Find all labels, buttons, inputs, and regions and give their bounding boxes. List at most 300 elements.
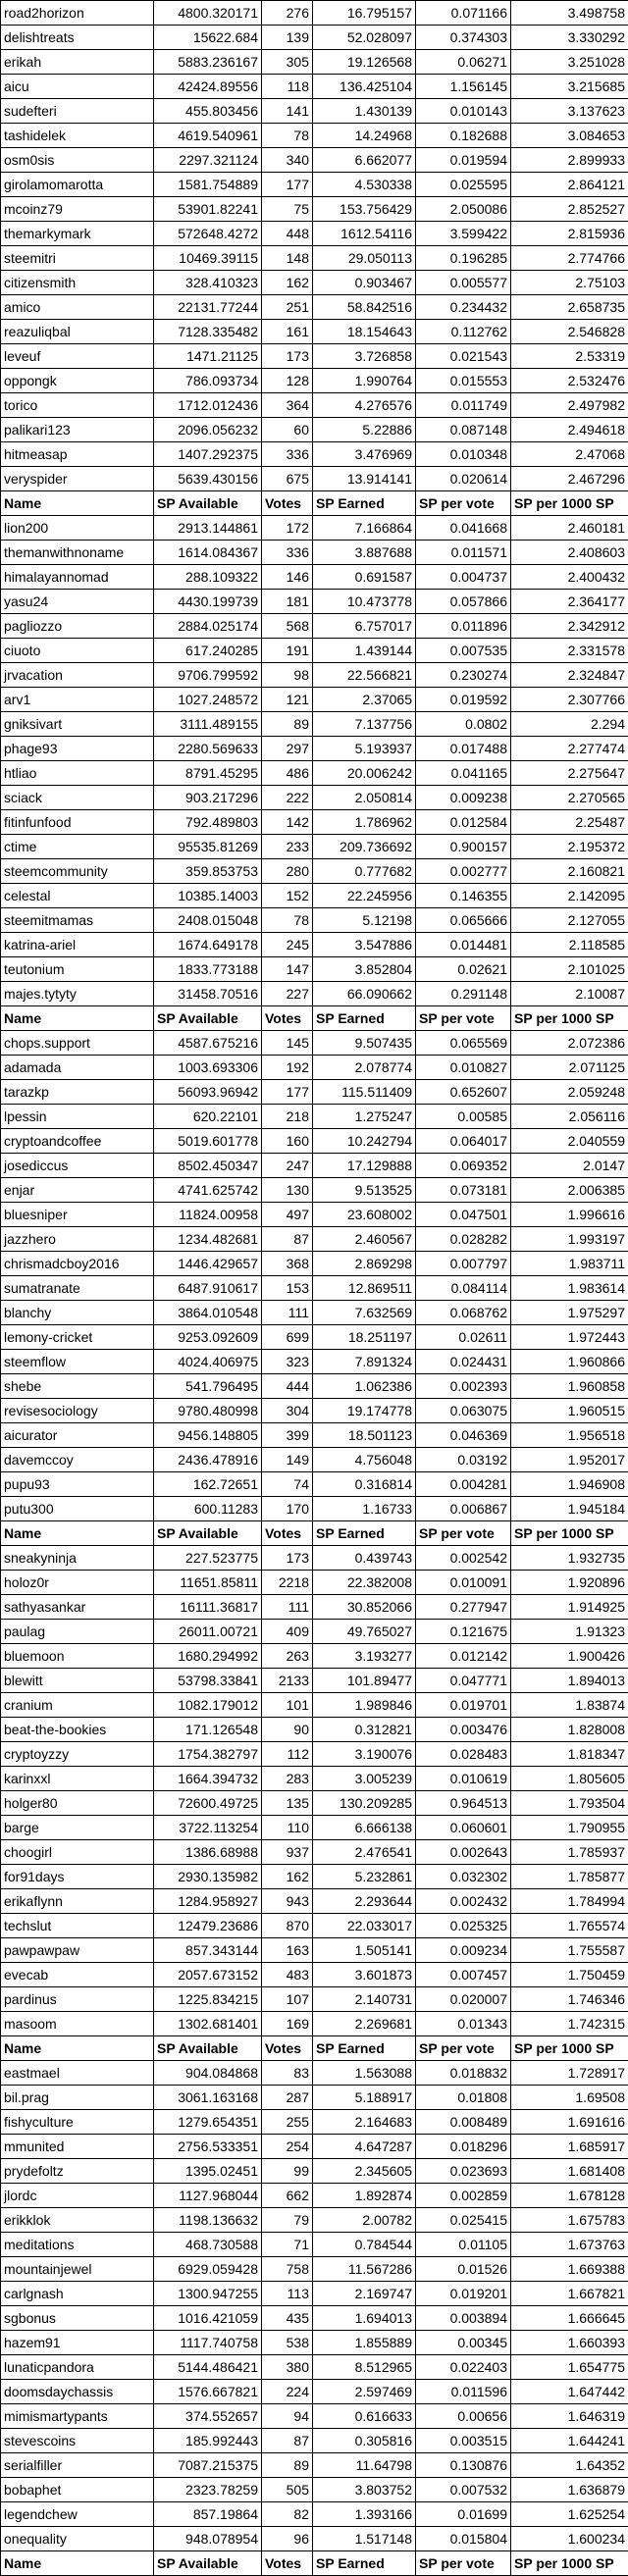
- value-cell: 1.636879: [511, 2478, 628, 2502]
- column-header: Votes: [262, 2036, 313, 2061]
- value-cell: 0.291148: [416, 982, 511, 1006]
- name-cell: themanwithnoname: [1, 541, 154, 565]
- name-cell: holger80: [1, 1791, 154, 1816]
- value-cell: 222: [262, 786, 313, 810]
- value-cell: 75: [262, 197, 313, 222]
- value-cell: 2096.056232: [154, 418, 262, 442]
- value-cell: 181: [262, 590, 313, 614]
- value-cell: 1.993197: [511, 1227, 628, 1252]
- value-cell: 0.010091: [416, 1571, 511, 1595]
- name-cell: pawpawpaw: [1, 1938, 154, 1963]
- name-cell: doomsdaychassis: [1, 2380, 154, 2404]
- value-cell: 0.071166: [416, 1, 511, 26]
- value-cell: 1.660393: [511, 2331, 628, 2355]
- name-cell: paulag: [1, 1620, 154, 1644]
- value-cell: 82: [262, 2502, 313, 2527]
- table-row: [1, 1840, 628, 1865]
- value-cell: 0.900157: [416, 835, 511, 859]
- value-cell: 78: [262, 908, 313, 933]
- value-cell: 0.014481: [416, 933, 511, 957]
- value-cell: 0.009238: [416, 786, 511, 810]
- table-row: [1, 124, 628, 148]
- value-cell: 0.691587: [313, 565, 416, 590]
- value-cell: 17.129888: [313, 1154, 416, 1178]
- value-cell: 5.232861: [313, 1865, 416, 1889]
- value-cell: 22.566821: [313, 663, 416, 688]
- value-cell: 1.785877: [511, 1865, 628, 1889]
- value-cell: 2884.025174: [154, 614, 262, 639]
- value-cell: 2.75103: [511, 271, 628, 295]
- column-header: SP Earned: [313, 2036, 416, 2061]
- name-cell: evecab: [1, 1963, 154, 1987]
- value-cell: 112: [262, 1742, 313, 1767]
- value-cell: 283: [262, 1767, 313, 1791]
- value-cell: 297: [262, 737, 313, 761]
- value-cell: 1712.012436: [154, 393, 262, 418]
- value-cell: 1016.421059: [154, 2306, 262, 2331]
- value-cell: 173: [262, 344, 313, 369]
- value-cell: 58.842516: [313, 295, 416, 320]
- value-cell: 1.932735: [511, 1546, 628, 1571]
- value-cell: 0.784544: [313, 2233, 416, 2257]
- value-cell: 0.305816: [313, 2429, 416, 2453]
- value-cell: 136.425104: [313, 75, 416, 99]
- value-cell: 2.460567: [313, 1227, 416, 1252]
- value-cell: 1.647442: [511, 2380, 628, 2404]
- value-cell: 2.142095: [511, 884, 628, 908]
- value-cell: 9.507435: [313, 1031, 416, 1056]
- value-cell: 15622.684: [154, 26, 262, 50]
- table-row: [1, 1767, 628, 1791]
- name-cell: ctime: [1, 835, 154, 859]
- name-cell: bil.prag: [1, 2086, 154, 2110]
- table-row: [1, 2159, 628, 2184]
- value-cell: 6487.910617: [154, 1276, 262, 1301]
- table-row: [1, 982, 628, 1006]
- table-row: [1, 2135, 628, 2159]
- value-cell: 2.400432: [511, 565, 628, 590]
- value-cell: 2133: [262, 1669, 313, 1693]
- name-cell: jlordc: [1, 2184, 154, 2208]
- value-cell: 3.476969: [313, 442, 416, 467]
- value-cell: 142: [262, 810, 313, 835]
- value-cell: 0.073181: [416, 1178, 511, 1203]
- value-cell: 662: [262, 2184, 313, 2208]
- value-cell: 1.990764: [313, 369, 416, 393]
- value-cell: 153: [262, 1276, 313, 1301]
- name-cell: pardinus: [1, 1987, 154, 2012]
- value-cell: 3.601873: [313, 1963, 416, 1987]
- value-cell: 0.018296: [416, 2135, 511, 2159]
- value-cell: 1.956518: [511, 1423, 628, 1448]
- name-cell: celestal: [1, 884, 154, 908]
- name-cell: putu300: [1, 1497, 154, 1521]
- value-cell: 3722.113254: [154, 1816, 262, 1840]
- value-cell: 78: [262, 124, 313, 148]
- value-cell: 0.015804: [416, 2527, 511, 2551]
- name-cell: mimismartypants: [1, 2404, 154, 2429]
- value-cell: 1.945184: [511, 1497, 628, 1521]
- column-header: Votes: [262, 1006, 313, 1031]
- value-cell: 218: [262, 1105, 313, 1129]
- value-cell: 1.646319: [511, 2404, 628, 2429]
- column-header: SP per vote: [416, 1006, 511, 1031]
- value-cell: 16.795157: [313, 1, 416, 26]
- column-header: SP Earned: [313, 1521, 416, 1546]
- value-cell: 2.072386: [511, 1031, 628, 1056]
- table-row: [1, 590, 628, 614]
- name-cell: barge: [1, 1816, 154, 1840]
- value-cell: 1.828008: [511, 1718, 628, 1742]
- value-cell: 0.00585: [416, 1105, 511, 1129]
- value-cell: 1.742315: [511, 2012, 628, 2036]
- value-cell: 72600.49725: [154, 1791, 262, 1816]
- value-cell: 160: [262, 1129, 313, 1154]
- name-cell: stevescoins: [1, 2429, 154, 2453]
- value-cell: 1.765574: [511, 1914, 628, 1938]
- table-row: [1, 2282, 628, 2306]
- table-row: [1, 1472, 628, 1497]
- value-cell: 1.755587: [511, 1938, 628, 1963]
- value-cell: 1581.754889: [154, 173, 262, 197]
- value-cell: 600.11283: [154, 1497, 262, 1521]
- name-cell: enjar: [1, 1178, 154, 1203]
- table-row: [1, 1497, 628, 1521]
- value-cell: 1234.482681: [154, 1227, 262, 1252]
- table-row: [1, 1742, 628, 1767]
- value-cell: 1.694013: [313, 2306, 416, 2331]
- table-row: [1, 1, 628, 26]
- value-cell: 3.498758: [511, 1, 628, 26]
- value-cell: 53901.82241: [154, 197, 262, 222]
- value-cell: 0.01699: [416, 2502, 511, 2527]
- name-cell: karinxxl: [1, 1767, 154, 1791]
- value-cell: 0.230274: [416, 663, 511, 688]
- table-row: [1, 1350, 628, 1374]
- value-cell: 172: [262, 516, 313, 541]
- value-cell: 11651.85811: [154, 1571, 262, 1595]
- table-row: [1, 1669, 628, 1693]
- value-cell: 1.16733: [313, 1497, 416, 1521]
- value-cell: 162: [262, 271, 313, 295]
- value-cell: 7.166864: [313, 516, 416, 541]
- value-cell: 251: [262, 295, 313, 320]
- table-row: [1, 1987, 628, 2012]
- column-header: Name: [1, 491, 154, 516]
- table-row: [1, 2355, 628, 2380]
- value-cell: 4024.406975: [154, 1350, 262, 1374]
- value-cell: 2.169747: [313, 2282, 416, 2306]
- name-cell: gniksivart: [1, 712, 154, 737]
- name-cell: sudefteri: [1, 99, 154, 124]
- value-cell: 1.952017: [511, 1448, 628, 1472]
- value-cell: 107: [262, 1987, 313, 2012]
- name-cell: carlgnash: [1, 2282, 154, 2306]
- value-cell: 6.662077: [313, 148, 416, 173]
- value-cell: 2.127055: [511, 908, 628, 933]
- value-cell: 1.681408: [511, 2159, 628, 2184]
- value-cell: 0.012142: [416, 1644, 511, 1669]
- value-cell: 4.647287: [313, 2135, 416, 2159]
- value-cell: 617.240285: [154, 639, 262, 663]
- table-row: [1, 2527, 628, 2551]
- value-cell: 94: [262, 2404, 313, 2429]
- table-row: [1, 1914, 628, 1938]
- value-cell: 0.046369: [416, 1423, 511, 1448]
- value-cell: 245: [262, 933, 313, 957]
- table-row: [1, 1816, 628, 1840]
- value-cell: 0.02611: [416, 1325, 511, 1350]
- value-cell: 937: [262, 1840, 313, 1865]
- footer-header-row: [1, 2551, 628, 2576]
- value-cell: 1.784994: [511, 1889, 628, 1914]
- value-cell: 758: [262, 2257, 313, 2282]
- value-cell: 0.065569: [416, 1031, 511, 1056]
- table-row: [1, 663, 628, 688]
- table-row: [1, 1399, 628, 1423]
- value-cell: 4800.320171: [154, 1, 262, 26]
- name-cell: delishtreats: [1, 26, 154, 50]
- table-row: [1, 99, 628, 124]
- name-cell: teutonium: [1, 957, 154, 982]
- column-header: SP Available: [154, 2036, 262, 2061]
- value-cell: 7.632569: [313, 1301, 416, 1325]
- value-cell: 0.01526: [416, 2257, 511, 2282]
- value-cell: 368: [262, 1252, 313, 1276]
- name-cell: aicurator: [1, 1423, 154, 1448]
- value-cell: 0.007532: [416, 2478, 511, 2502]
- value-cell: 2.331578: [511, 639, 628, 663]
- header-row: [1, 2036, 628, 2061]
- value-cell: 8.512965: [313, 2355, 416, 2380]
- value-cell: 1.996616: [511, 1203, 628, 1227]
- value-cell: 3.852804: [313, 957, 416, 982]
- table-row: [1, 1374, 628, 1399]
- value-cell: 2756.533351: [154, 2135, 262, 2159]
- table-row: [1, 2306, 628, 2331]
- name-cell: sgbonus: [1, 2306, 154, 2331]
- value-cell: 162: [262, 1865, 313, 1889]
- value-cell: 0.018832: [416, 2061, 511, 2086]
- value-cell: 224: [262, 2380, 313, 2404]
- value-cell: 0.015553: [416, 369, 511, 393]
- name-cell: blewitt: [1, 1669, 154, 1693]
- value-cell: 483: [262, 1963, 313, 1987]
- value-cell: 374.552657: [154, 2404, 262, 2429]
- value-cell: 1.64352: [511, 2453, 628, 2478]
- value-cell: 3111.489155: [154, 712, 262, 737]
- table-row: [1, 1644, 628, 1669]
- value-cell: 0.068762: [416, 1301, 511, 1325]
- table-row: [1, 2184, 628, 2208]
- value-cell: 3.887688: [313, 541, 416, 565]
- value-cell: 1.505141: [313, 1938, 416, 1963]
- name-cell: bluesniper: [1, 1203, 154, 1227]
- table-row: [1, 1938, 628, 1963]
- value-cell: 1395.02451: [154, 2159, 262, 2184]
- table-row: [1, 1227, 628, 1252]
- value-cell: 435: [262, 2306, 313, 2331]
- value-cell: 3864.010548: [154, 1301, 262, 1325]
- value-cell: 2.47068: [511, 442, 628, 467]
- value-cell: 1.793504: [511, 1791, 628, 1816]
- value-cell: 1386.68988: [154, 1840, 262, 1865]
- name-cell: palikari123: [1, 418, 154, 442]
- value-cell: 5144.486421: [154, 2355, 262, 2380]
- value-cell: 1.666645: [511, 2306, 628, 2331]
- value-cell: 1.920896: [511, 1571, 628, 1595]
- value-cell: 2.00782: [313, 2208, 416, 2233]
- value-cell: 1.785937: [511, 1840, 628, 1865]
- value-cell: 1.914925: [511, 1595, 628, 1620]
- value-cell: 2.164683: [313, 2110, 416, 2135]
- table-row: [1, 1448, 628, 1472]
- value-cell: 171.126548: [154, 1718, 262, 1742]
- value-cell: 89: [262, 2453, 313, 2478]
- value-cell: 0.616633: [313, 2404, 416, 2429]
- value-cell: 468.730588: [154, 2233, 262, 2257]
- table-row: [1, 1546, 628, 1571]
- table-row: [1, 933, 628, 957]
- value-cell: 177: [262, 173, 313, 197]
- value-cell: 1.600234: [511, 2527, 628, 2551]
- value-cell: 2913.144861: [154, 516, 262, 541]
- value-cell: 170: [262, 1497, 313, 1521]
- value-cell: 2.774766: [511, 246, 628, 271]
- value-cell: 0.002777: [416, 859, 511, 884]
- value-cell: 2218: [262, 1571, 313, 1595]
- value-cell: 0.06271: [416, 50, 511, 75]
- value-cell: 0.022403: [416, 2355, 511, 2380]
- name-cell: htliao: [1, 761, 154, 786]
- value-cell: 18.154643: [313, 320, 416, 344]
- value-cell: 304: [262, 1399, 313, 1423]
- value-cell: 5.188917: [313, 2086, 416, 2110]
- value-cell: 1.430139: [313, 99, 416, 124]
- value-cell: 448: [262, 222, 313, 246]
- value-cell: 2930.135982: [154, 1865, 262, 1889]
- value-cell: 3.330292: [511, 26, 628, 50]
- name-cell: choogirl: [1, 1840, 154, 1865]
- name-cell: techslut: [1, 1914, 154, 1938]
- name-cell: steemflow: [1, 1350, 154, 1374]
- table-row: [1, 393, 628, 418]
- name-cell: pagliozzo: [1, 614, 154, 639]
- value-cell: 699: [262, 1325, 313, 1350]
- table-row: [1, 908, 628, 933]
- value-cell: 2.056116: [511, 1105, 628, 1129]
- name-cell: masoom: [1, 2012, 154, 2036]
- value-cell: 1.654775: [511, 2355, 628, 2380]
- value-cell: 675: [262, 467, 313, 491]
- value-cell: 786.093734: [154, 369, 262, 393]
- value-cell: 0.0802: [416, 712, 511, 737]
- value-cell: 2.040559: [511, 1129, 628, 1154]
- value-cell: 12.869511: [313, 1276, 416, 1301]
- value-cell: 227.523775: [154, 1546, 262, 1571]
- value-cell: 0.777682: [313, 859, 416, 884]
- value-cell: 1612.54116: [313, 222, 416, 246]
- value-cell: 2408.015048: [154, 908, 262, 933]
- name-cell: hazem91: [1, 2331, 154, 2355]
- name-cell: erikah: [1, 50, 154, 75]
- table-row: [1, 1080, 628, 1105]
- value-cell: 153.756429: [313, 197, 416, 222]
- value-cell: 0.903467: [313, 271, 416, 295]
- table-row: [1, 2233, 628, 2257]
- value-cell: 99: [262, 2159, 313, 2184]
- value-cell: 497: [262, 1203, 313, 1227]
- value-cell: 2.408603: [511, 541, 628, 565]
- header-row: [1, 491, 628, 516]
- value-cell: 139: [262, 26, 313, 50]
- table-row: [1, 1276, 628, 1301]
- value-cell: 7128.335482: [154, 320, 262, 344]
- table-row: [1, 442, 628, 467]
- value-cell: 541.796495: [154, 1374, 262, 1399]
- value-cell: 2.658735: [511, 295, 628, 320]
- value-cell: 1.894013: [511, 1669, 628, 1693]
- value-cell: 1680.294992: [154, 1644, 262, 1669]
- column-header: SP Available: [154, 2551, 262, 2576]
- value-cell: 2297.321124: [154, 148, 262, 173]
- name-cell: tarazkp: [1, 1080, 154, 1105]
- value-cell: 364: [262, 393, 313, 418]
- value-cell: 1279.654351: [154, 2110, 262, 2135]
- table-body: [1, 1, 628, 2576]
- table-row: [1, 1178, 628, 1203]
- value-cell: 191: [262, 639, 313, 663]
- value-cell: 2.53319: [511, 344, 628, 369]
- value-cell: 173: [262, 1546, 313, 1571]
- value-cell: 0.069352: [416, 1154, 511, 1178]
- value-cell: 192: [262, 1056, 313, 1080]
- value-cell: 2280.569633: [154, 737, 262, 761]
- table-row: [1, 295, 628, 320]
- value-cell: 0.084114: [416, 1276, 511, 1301]
- value-cell: 2.869298: [313, 1252, 416, 1276]
- table-row: [1, 712, 628, 737]
- table-row: [1, 1423, 628, 1448]
- value-cell: 6.666138: [313, 1816, 416, 1840]
- value-cell: 0.041668: [416, 516, 511, 541]
- value-cell: 1.669388: [511, 2257, 628, 2282]
- table-row: [1, 148, 628, 173]
- column-header: Votes: [262, 491, 313, 516]
- value-cell: 113: [262, 2282, 313, 2306]
- value-cell: 0.025595: [416, 173, 511, 197]
- value-cell: 0.374303: [416, 26, 511, 50]
- name-cell: sciack: [1, 786, 154, 810]
- value-cell: 5.193937: [313, 737, 416, 761]
- value-cell: 0.025325: [416, 1914, 511, 1938]
- value-cell: 1284.958927: [154, 1889, 262, 1914]
- value-cell: 0.020614: [416, 467, 511, 491]
- name-cell: prydefoltz: [1, 2159, 154, 2184]
- value-cell: 8791.45295: [154, 761, 262, 786]
- value-cell: 0.00345: [416, 2331, 511, 2355]
- value-cell: 22.245956: [313, 884, 416, 908]
- value-cell: 1.69508: [511, 2086, 628, 2110]
- table-row: [1, 1620, 628, 1644]
- table-row: [1, 1963, 628, 1987]
- value-cell: 486: [262, 761, 313, 786]
- value-cell: 0.065666: [416, 908, 511, 933]
- value-cell: 1.790955: [511, 1816, 628, 1840]
- value-cell: 1.83874: [511, 1693, 628, 1718]
- name-cell: jazzhero: [1, 1227, 154, 1252]
- value-cell: 141: [262, 99, 313, 124]
